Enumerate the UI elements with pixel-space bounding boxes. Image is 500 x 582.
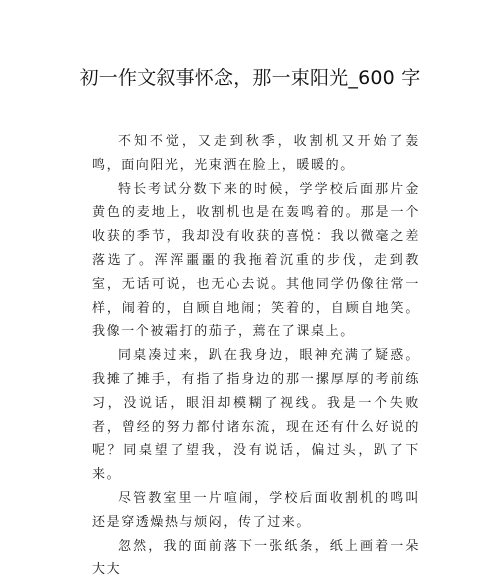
paragraph: 不知不觉，又走到秋季，收割机又开始了轰鸣，面向阳光，光束洒在脸上，暖暖的。 (92, 134, 420, 173)
paragraph: 同桌凑过来，趴在我身边，眼神充满了疑惑。我摊了摊手，有指了指身边的那一摞厚厚的考前练习，没说话，眼泪却模糊了视线。我是一个失败者，曾经的努力都付诸东流，现在还有什么好说的呢？同桌望了望我，没有说话，偏过头，趴了下来。 (92, 348, 420, 483)
paragraph: 特长考试分数下来的时候，学学校后面那片金黄色的麦地上，收割机也是在轰鸣着的。那是一个收获的季节，我却没有收获的喜悦：我以微毫之差落选了。浑浑噩噩的我拖着沉重的步伐，走到教室，无话可说，也无心去说。其他同学仍像往常一样，闹着的，自顾自地闹；笑着的，自顾自地笑。我像一个被霜打的茄子，蔫在了课桌上。 (92, 181, 420, 340)
paragraph: 忽然，我的面前落下一张纸条，纸上画着一朵大大 (92, 538, 420, 578)
document-title: 初一作文叙事怀念，那一束阳光_600 字 (79, 67, 421, 89)
paragraph: 尽管教室里一片喧闹，学校后面收割机的鸣叫还是穿透燥热与烦闷，传了过来。 (92, 490, 420, 530)
document-body (92, 130, 420, 582)
